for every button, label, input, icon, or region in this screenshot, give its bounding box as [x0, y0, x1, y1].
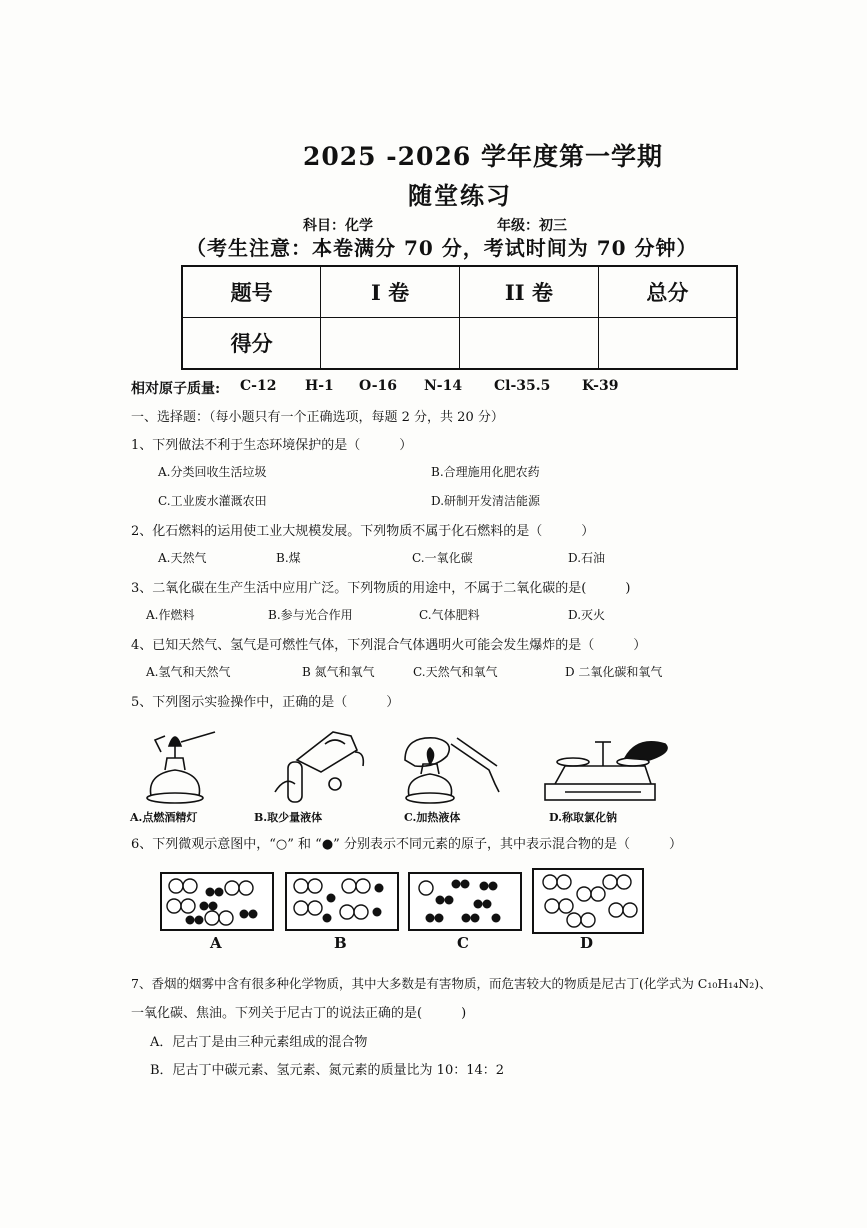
heating-illustration — [405, 738, 499, 803]
grade-label: 年级：初三 — [497, 218, 567, 234]
q4-option-b[interactable]: B 氮气和氧气 — [302, 665, 375, 679]
q2-option-c[interactable]: C.一氧化碳 — [412, 551, 473, 565]
q3-option-a[interactable]: A.作燃料 — [146, 608, 195, 622]
score-cell-total[interactable] — [598, 318, 737, 370]
exam-subtitle: 随堂练习 — [408, 181, 512, 210]
q6-label-a: A — [210, 934, 222, 952]
q5-caption-b[interactable]: B.取少量液体 — [254, 811, 323, 824]
header-total: 总分 — [598, 266, 737, 318]
q5-caption-a[interactable]: A.点燃酒精灯 — [130, 811, 198, 824]
q1-option-c[interactable]: C.工业废水灌溉农田 — [158, 494, 267, 508]
q3-option-b[interactable]: B.参与光合作用 — [268, 608, 353, 622]
dropper-illustration — [275, 732, 363, 802]
q4-option-c[interactable]: C.天然气和氧气 — [413, 665, 498, 679]
molecule-diagram-c — [410, 874, 520, 929]
balance-illustration — [545, 742, 667, 800]
molecule-box-a[interactable] — [160, 872, 274, 931]
score-table-header-row — [182, 266, 737, 318]
molecule-box-b[interactable] — [285, 872, 399, 931]
exam-title: 2025 -2026 学年度第一学期 — [303, 142, 663, 171]
q5-stem: 5、下列图示实验操作中，正确的是（ ） — [131, 695, 400, 710]
subject-label: 科目：化学 — [303, 218, 373, 234]
header-question-number: 题号 — [182, 266, 321, 318]
molecule-diagram-b — [287, 874, 397, 929]
atomic-mass-n: N-14 — [424, 378, 463, 394]
exam-notice: （考生注意：本卷满分 70 分，考试时间为 70 分钟） — [186, 236, 698, 260]
q7-option-a[interactable]: A．尼古丁是由三种元素组成的混合物 — [150, 1035, 368, 1050]
section-heading: 一、选择题：（每小题只有一个正确选项，每题 2 分，共 20 分） — [131, 410, 504, 425]
q4-option-d[interactable]: D 二氧化碳和氧气 — [565, 665, 663, 679]
q2-option-a[interactable]: A.天然气 — [158, 551, 207, 565]
header-paper-1: I 卷 — [321, 266, 460, 318]
score-row-label: 得分 — [182, 318, 321, 370]
header-paper-2: II 卷 — [460, 266, 599, 318]
q6-label-d: D — [580, 934, 594, 952]
atomic-mass-cl: Cl-35.5 — [494, 378, 551, 394]
q6-label-b: B — [334, 934, 347, 952]
atomic-mass-k: K-39 — [582, 378, 619, 394]
q1-option-b[interactable]: B.合理施用化肥农药 — [431, 465, 540, 479]
score-cell-paper-1[interactable] — [321, 318, 460, 370]
q6-stem: 6、下列微观示意图中，“○” 和 “●” 分别表示不同元素的原子，其中表示混合物的是（ ） — [131, 837, 682, 852]
score-cell-paper-2[interactable] — [460, 318, 599, 370]
q1-option-a[interactable]: A.分类回收生活垃圾 — [158, 465, 267, 479]
q7-option-b[interactable]: B．尼古丁中碳元素、氢元素、氮元素的质量比为 10：14：2 — [150, 1063, 505, 1078]
q4-option-a[interactable]: A.氢气和天然气 — [146, 665, 231, 679]
alcohol-lamp-illustration — [147, 732, 215, 803]
q3-option-d[interactable]: D.灭火 — [568, 608, 606, 622]
atomic-mass-c: C-12 — [240, 378, 277, 394]
q6-label-c: C — [457, 934, 469, 952]
score-table — [181, 265, 738, 370]
atomic-mass-label: 相对原子质量: — [131, 381, 221, 397]
q2-option-d[interactable]: D.石油 — [568, 551, 606, 565]
atomic-mass-o: O-16 — [359, 378, 398, 394]
score-table-score-row — [182, 318, 737, 370]
q3-option-c[interactable]: C.气体肥料 — [419, 608, 480, 622]
q5-caption-c[interactable]: C.加热液体 — [404, 811, 461, 824]
molecule-box-d[interactable] — [532, 868, 644, 934]
q2-stem: 2、化石燃料的运用使工业大规模发展。下列物质不属于化石燃料的是（ ） — [131, 524, 595, 539]
lab-operation-illustrations — [125, 722, 745, 808]
q1-stem: 1、下列做法不利于生态环境保护的是（ ） — [131, 438, 413, 453]
molecule-diagram-d — [534, 870, 642, 932]
atomic-mass-h: H-1 — [305, 378, 334, 394]
molecule-diagram-a — [162, 874, 272, 929]
q3-stem: 3、二氧化碳在生产生活中应用广泛。下列物质的用途中，不属于二氧化碳的是( ) — [131, 581, 631, 596]
q2-option-b[interactable]: B.煤 — [276, 551, 301, 565]
q1-option-d[interactable]: D.研制开发清洁能源 — [431, 494, 541, 508]
q7-stem-line2: 一氧化碳、焦油。下列关于尼古丁的说法正确的是( ) — [131, 1006, 467, 1021]
q4-stem: 4、已知天然气、氢气是可燃性气体，下列混合气体遇明火可能会发生爆炸的是（ ） — [131, 638, 647, 653]
q7-stem-line1: 7、香烟的烟雾中含有很多种化学物质，其中大多数是有害物质，而危害较大的物质是尼古丁(化学式为 C₁₀H₁₄N₂)、 — [131, 976, 772, 991]
molecule-box-c[interactable] — [408, 872, 522, 931]
q5-caption-d[interactable]: D.称取氯化钠 — [549, 811, 617, 824]
